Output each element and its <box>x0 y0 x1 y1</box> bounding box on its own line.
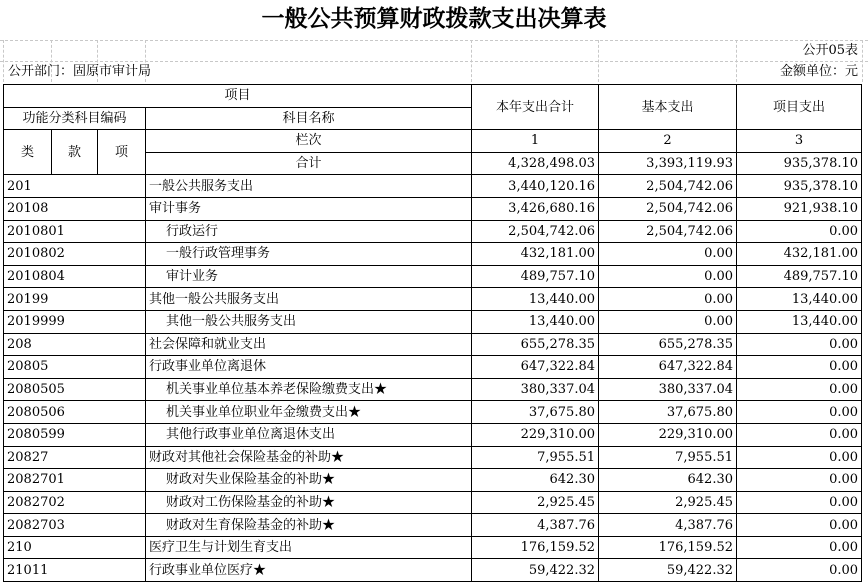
row-basic: 0.00 <box>599 265 737 288</box>
row-subject-name: 财政对工伤保险基金的补助★ <box>146 491 472 514</box>
row-project: 0.00 <box>737 401 862 424</box>
row-subject-name: 行政事业单位离退休 <box>146 356 472 379</box>
table-row <box>4 536 862 559</box>
column-number-1: 1 <box>472 130 599 153</box>
row-subject-name: 其他行政事业单位离退休支出 <box>146 423 472 446</box>
header-basic: 基本支出 <box>599 85 737 130</box>
row-code: 20827 <box>4 446 146 469</box>
row-code: 2080505 <box>4 378 146 401</box>
row-subject-name: 财政对其他社会保险基金的补助★ <box>146 446 472 469</box>
grid-line <box>598 40 599 82</box>
table-row <box>4 310 862 333</box>
header-lei: 类 <box>4 130 52 175</box>
row-project: 0.00 <box>737 536 862 559</box>
row-subject-name: 医疗卫生与计划生育支出 <box>146 536 472 559</box>
row-subject-name: 其他一般公共服务支出 <box>146 310 472 333</box>
row-basic: 2,504,742.06 <box>599 197 737 220</box>
row-project: 13,440.00 <box>737 288 862 311</box>
row-project: 0.00 <box>737 423 862 446</box>
header-item: 项目 <box>4 85 472 108</box>
total-project: 935,378.10 <box>737 152 862 175</box>
table-row <box>4 491 862 514</box>
grid-line <box>3 40 4 82</box>
row-code: 2080506 <box>4 401 146 424</box>
row-basic: 0.00 <box>599 288 737 311</box>
table-row <box>4 220 862 243</box>
grid-line <box>862 40 863 82</box>
row-basic: 37,675.80 <box>599 401 737 424</box>
row-code: 2080599 <box>4 423 146 446</box>
row-subject-name: 行政运行 <box>146 220 472 243</box>
row-project: 921,938.10 <box>737 197 862 220</box>
row-project: 0.00 <box>737 514 862 537</box>
row-basic: 380,337.04 <box>599 378 737 401</box>
grid-line <box>0 40 868 41</box>
header-subject-name: 科目名称 <box>146 107 472 130</box>
table-row <box>4 514 862 537</box>
row-basic: 2,504,742.06 <box>599 220 737 243</box>
row-total: 380,337.04 <box>472 378 599 401</box>
row-subject-name: 社会保障和就业支出 <box>146 333 472 356</box>
row-subject-name: 一般公共服务支出 <box>146 175 472 198</box>
row-basic: 7,955.51 <box>599 446 737 469</box>
table-row <box>4 469 862 492</box>
row-total: 642.30 <box>472 469 599 492</box>
row-basic: 2,925.45 <box>599 491 737 514</box>
column-number-3: 3 <box>737 130 862 153</box>
table-row <box>4 559 862 582</box>
row-code: 208 <box>4 333 146 356</box>
grid-line <box>736 40 737 82</box>
table-row <box>4 401 862 424</box>
row-code: 201 <box>4 175 146 198</box>
currency-unit-label: 金额单位：元 <box>779 64 858 79</box>
header-kuan: 款 <box>52 130 98 175</box>
header-func-code: 功能分类科目编码 <box>4 107 146 130</box>
row-total: 3,426,680.16 <box>472 197 599 220</box>
row-total: 2,504,742.06 <box>472 220 599 243</box>
row-basic: 229,310.00 <box>599 423 737 446</box>
row-subject-name: 财政对生育保险基金的补助★ <box>146 514 472 537</box>
row-total: 13,440.00 <box>472 288 599 311</box>
row-code: 20199 <box>4 288 146 311</box>
header-lanci: 栏次 <box>146 130 472 153</box>
row-code: 2082702 <box>4 491 146 514</box>
row-project: 489,757.10 <box>737 265 862 288</box>
total-amount: 4,328,498.03 <box>472 152 599 175</box>
row-code: 20108 <box>4 197 146 220</box>
table-number: 公开05表 <box>802 43 858 58</box>
row-project: 0.00 <box>737 469 862 492</box>
row-total: 432,181.00 <box>472 243 599 266</box>
row-total: 37,675.80 <box>472 401 599 424</box>
row-project: 0.00 <box>737 220 862 243</box>
page-title: 一般公共预算财政拨款支出决算表 <box>261 6 607 32</box>
row-code: 2082701 <box>4 469 146 492</box>
row-subject-name: 机关事业单位基本养老保险缴费支出★ <box>146 378 472 401</box>
row-code: 2010801 <box>4 220 146 243</box>
row-basic: 2,504,742.06 <box>599 175 737 198</box>
row-total: 7,955.51 <box>472 446 599 469</box>
header-row <box>4 85 862 108</box>
header-total: 本年支出合计 <box>472 85 599 130</box>
row-project: 0.00 <box>737 559 862 582</box>
table-row <box>4 423 862 446</box>
table-row <box>4 378 862 401</box>
row-basic: 642.30 <box>599 469 737 492</box>
table-row <box>4 265 862 288</box>
row-total: 647,322.84 <box>472 356 599 379</box>
row-project: 432,181.00 <box>737 243 862 266</box>
expenditure-table <box>3 84 862 582</box>
table-row <box>4 175 862 198</box>
total-label: 合计 <box>146 152 472 175</box>
row-subject-name: 审计事务 <box>146 197 472 220</box>
row-total: 489,757.10 <box>472 265 599 288</box>
table-row <box>4 243 862 266</box>
row-subject-name: 其他一般公共服务支出 <box>146 288 472 311</box>
row-total: 176,159.52 <box>472 536 599 559</box>
column-number-2: 2 <box>599 130 737 153</box>
table-row <box>4 288 862 311</box>
table-row <box>4 333 862 356</box>
row-code: 21011 <box>4 559 146 582</box>
row-basic: 59,422.32 <box>599 559 737 582</box>
row-code: 210 <box>4 536 146 559</box>
row-code: 2082703 <box>4 514 146 537</box>
row-total: 3,440,120.16 <box>472 175 599 198</box>
row-basic: 4,387.76 <box>599 514 737 537</box>
row-subject-name: 财政对失业保险基金的补助★ <box>146 469 472 492</box>
row-project: 935,378.10 <box>737 175 862 198</box>
row-project: 0.00 <box>737 446 862 469</box>
row-basic: 655,278.35 <box>599 333 737 356</box>
row-subject-name: 审计业务 <box>146 265 472 288</box>
row-code: 20805 <box>4 356 146 379</box>
row-subject-name: 行政事业单位医疗★ <box>146 559 472 582</box>
header-xiang: 项 <box>98 130 146 175</box>
table-row <box>4 197 862 220</box>
row-total: 4,387.76 <box>472 514 599 537</box>
header-row <box>4 130 862 153</box>
total-basic: 3,393,119.93 <box>599 152 737 175</box>
row-project: 0.00 <box>737 378 862 401</box>
row-code: 2019999 <box>4 310 146 333</box>
row-project: 0.00 <box>737 491 862 514</box>
row-total: 2,925.45 <box>472 491 599 514</box>
header-project: 项目支出 <box>737 85 862 130</box>
grid-line <box>471 40 472 82</box>
row-total: 655,278.35 <box>472 333 599 356</box>
row-total: 229,310.00 <box>472 423 599 446</box>
row-total: 13,440.00 <box>472 310 599 333</box>
row-subject-name: 机关事业单位职业年金缴费支出★ <box>146 401 472 424</box>
row-total: 59,422.32 <box>472 559 599 582</box>
row-basic: 0.00 <box>599 310 737 333</box>
table-row <box>4 356 862 379</box>
row-project: 0.00 <box>737 333 862 356</box>
table-row <box>4 446 862 469</box>
row-basic: 176,159.52 <box>599 536 737 559</box>
row-project: 0.00 <box>737 356 862 379</box>
row-project: 13,440.00 <box>737 310 862 333</box>
department-label: 公开部门：固原市审计局 <box>8 64 152 79</box>
row-basic: 647,322.84 <box>599 356 737 379</box>
row-code: 2010804 <box>4 265 146 288</box>
row-code: 2010802 <box>4 243 146 266</box>
grid-line <box>0 61 868 62</box>
row-basic: 0.00 <box>599 243 737 266</box>
row-subject-name: 一般行政管理事务 <box>146 243 472 266</box>
